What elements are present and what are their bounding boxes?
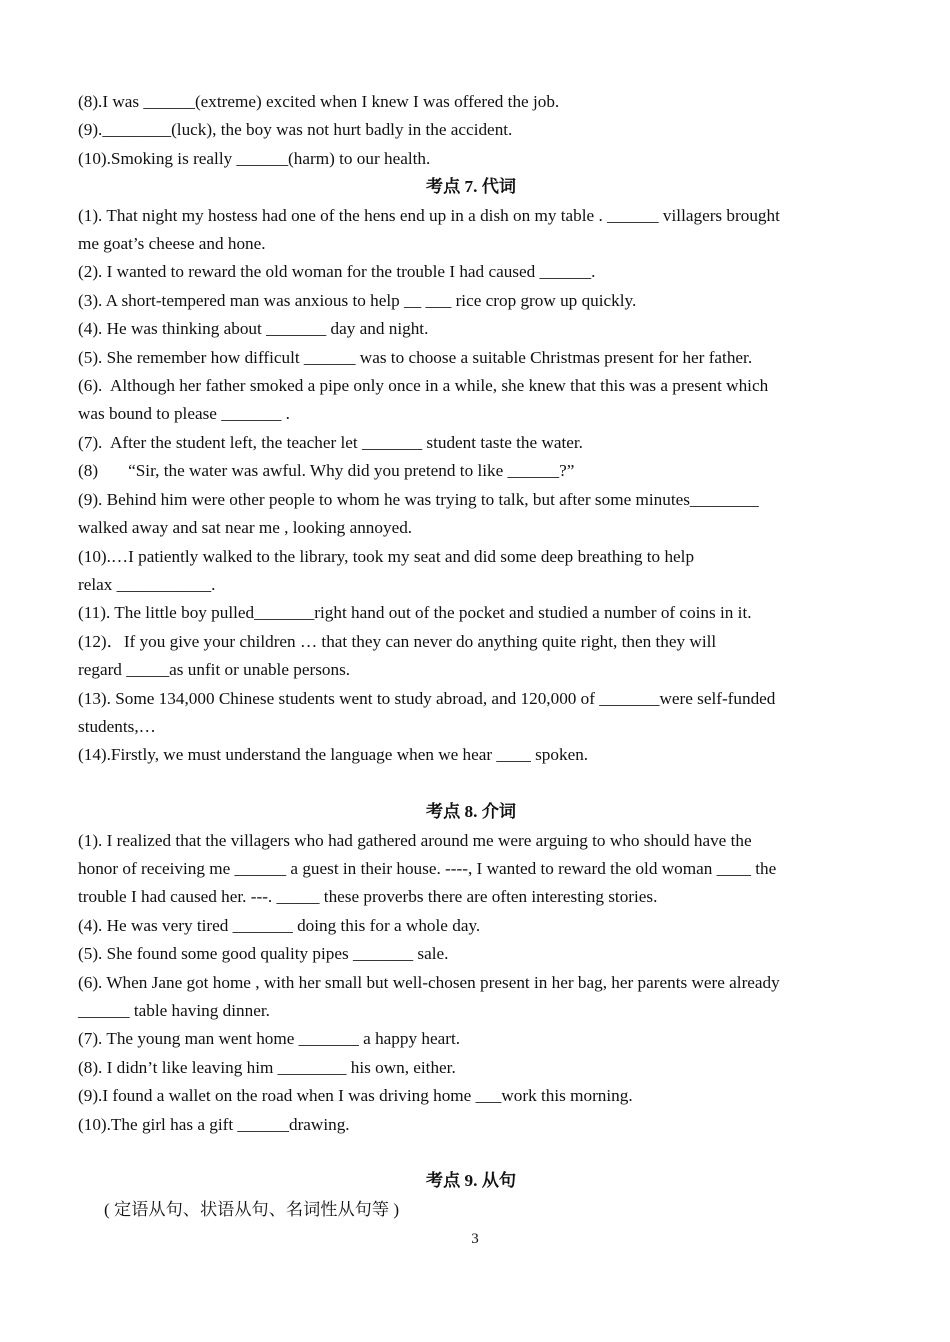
- spacer: [78, 770, 864, 798]
- exercise-line: (7). The young man went home _______ a happy heart.: [78, 1029, 461, 1049]
- section-heading-prepositions: 考点 8. 介词: [425, 802, 517, 822]
- page-number: 3: [471, 1231, 479, 1247]
- exercise-line: relax ___________.: [78, 574, 216, 594]
- exercise-line: (5). She found some good quality pipes _______ sale.: [78, 944, 449, 964]
- exercise-line: (3). A short-tempered man was anxious to help __ ___ rice crop grow up quickly.: [78, 290, 637, 310]
- exercise-line: (4). He was very tired _______ doing this for a whole day.: [78, 915, 481, 935]
- exercise-line: (9). Behind him were other people to whom he was trying to talk, but after some minutes________: [78, 489, 759, 509]
- exercise-line: (13). Some 134,000 Chinese students went to study abroad, and 120,000 of _______were self-funded: [78, 688, 776, 708]
- exercise-line: (6). Although her father smoked a pipe only once in a while, she knew that this was a present which: [78, 376, 769, 396]
- exercise-line: (10).Smoking is really ______(harm) to our health.: [78, 148, 431, 168]
- exercise-line: (14).Firstly, we must understand the language when we hear ____ spoken.: [78, 745, 589, 765]
- spacer: [78, 1139, 864, 1167]
- section-heading-clauses: 考点 9. 从句: [425, 1171, 517, 1191]
- exercise-line: (1). That night my hostess had one of the hens end up in a dish on my table . ______ villagers brought: [78, 205, 780, 225]
- exercise-line: me goat’s cheese and hone.: [78, 234, 266, 254]
- exercise-line: (1). I realized that the villagers who had gathered around me were arguing to who should have the: [78, 830, 752, 850]
- exercise-line: (6). When Jane got home , with her small but well-chosen present in her bag, her parents were already: [78, 972, 780, 992]
- exercise-line: (8) “Sir, the water was awful. Why did you pretend to like ______?”: [78, 461, 575, 481]
- exercise-line: regard _____as unfit or unable persons.: [78, 660, 351, 680]
- exercise-line: students,…: [78, 716, 156, 736]
- exercise-line: (10).…I patiently walked to the library, took my seat and did some deep breathing to help: [78, 546, 695, 566]
- exercise-line: honor of receiving me ______ a guest in their house. ----, I wanted to reward the old woman ____ the: [78, 858, 777, 878]
- exercise-line: (7). After the student left, the teacher let _______ student taste the water.: [78, 432, 583, 452]
- exercise-line: (9).________(luck), the boy was not hurt badly in the accident.: [78, 120, 513, 140]
- exercise-line: (8).I was ______(extreme) excited when I knew I was offered the job.: [78, 92, 560, 111]
- exercise-line: (11). The little boy pulled_______right hand out of the pocket and studied a number of coins in it.: [78, 603, 752, 623]
- section-heading-pronouns: 考点 7. 代词: [425, 177, 517, 197]
- exercise-line: was bound to please _______ .: [78, 404, 290, 424]
- exercise-line: (12)．If you give your children … that they can never do anything quite right, then they will: [78, 631, 717, 651]
- exercise-line: ______ table having dinner.: [78, 1000, 270, 1020]
- exercise-line: walked away and sat near me , looking annoyed.: [78, 518, 413, 538]
- exercise-line: (8). I didn’t like leaving him ________ his own, either.: [78, 1057, 456, 1077]
- section-note: ( 定语从句、状语从句、名词性从句等 ): [104, 1199, 400, 1219]
- exercise-line: (5). She remember how difficult ______ was to choose a suitable Christmas present for her father.: [78, 347, 753, 367]
- exercise-line: (9).I found a wallet on the road when I was driving home ___work this morning.: [78, 1086, 633, 1106]
- exercise-line: trouble I had caused her. ---. _____ these proverbs there are often interesting stories.: [78, 887, 658, 907]
- exercise-line: (4). He was thinking about _______ day and night.: [78, 319, 429, 339]
- document-page: [78, 88, 864, 1224]
- exercise-line: (2). I wanted to reward the old woman for the trouble I had caused ______.: [78, 262, 596, 282]
- exercise-line: (10).The girl has a gift ______drawing.: [78, 1114, 350, 1134]
